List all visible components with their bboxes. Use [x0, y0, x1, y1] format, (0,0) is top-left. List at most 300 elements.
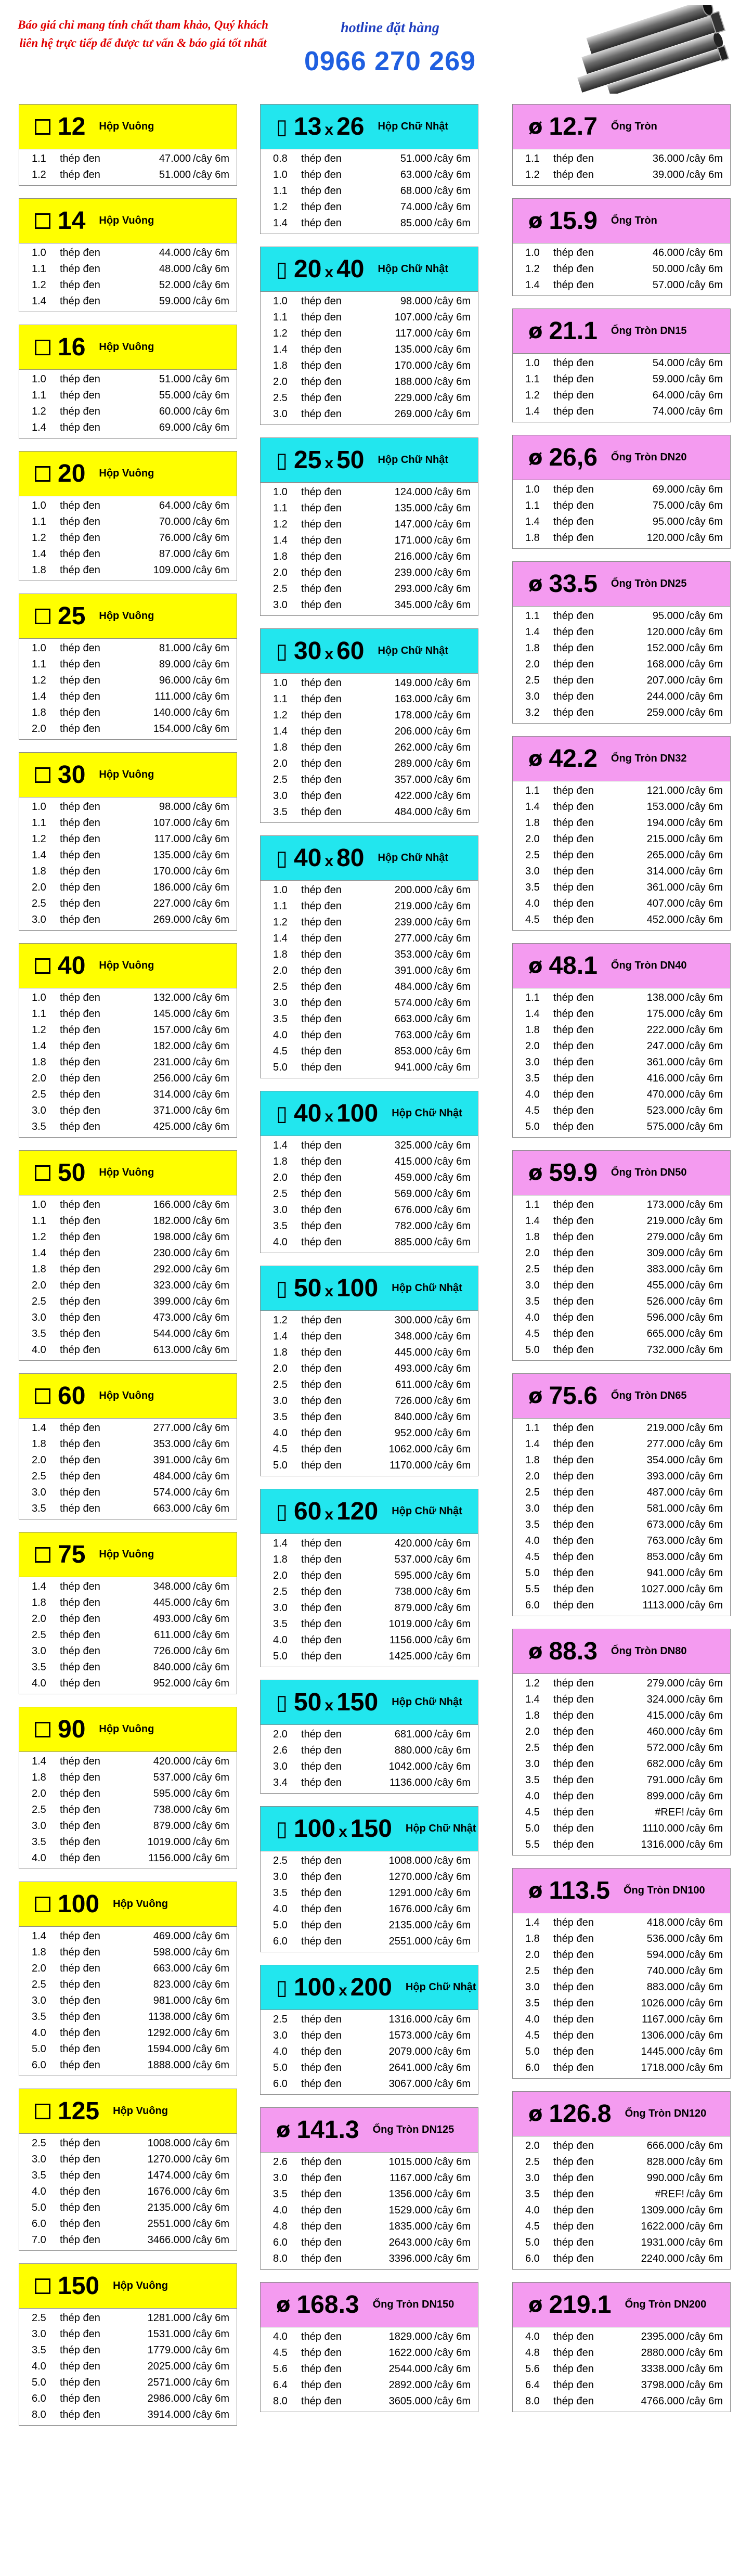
price: 309.000 — [646, 1247, 684, 1259]
square-icon — [35, 2278, 50, 2294]
price: 2892.000 — [388, 2379, 432, 2391]
price: 3067.000 — [388, 2078, 432, 2090]
price-row — [513, 245, 730, 261]
thickness: 3.5 — [32, 1661, 46, 1673]
price-block — [512, 308, 731, 422]
thickness: 1.1 — [273, 503, 288, 514]
unit: /cây 6m — [686, 626, 723, 638]
unit: /cây 6m — [686, 2156, 723, 2168]
price-row — [513, 2154, 730, 2170]
thickness: 4.0 — [273, 1634, 288, 1646]
diameter-icon: ø — [528, 746, 543, 771]
price-row — [261, 1917, 478, 1934]
thickness: 4.0 — [525, 1089, 540, 1100]
thickness: 8.0 — [32, 2409, 46, 2420]
price: #REF! — [655, 1807, 684, 1818]
thickness: 1.0 — [32, 992, 46, 1003]
unit: /cây 6m — [193, 2409, 230, 2420]
material: thép đen — [60, 833, 100, 845]
thickness: 3.0 — [32, 1105, 46, 1116]
material: thép đen — [301, 1188, 342, 1200]
material: thép đen — [60, 564, 100, 576]
thickness: 2.0 — [273, 758, 288, 769]
unit: /cây 6m — [193, 1247, 230, 1259]
block-size — [294, 844, 364, 872]
unit: /cây 6m — [193, 1581, 230, 1592]
unit: /cây 6m — [686, 2379, 723, 2391]
unit: /cây 6m — [434, 1460, 471, 1471]
price: 163.000 — [394, 693, 432, 705]
material: thép đen — [60, 723, 100, 735]
unit: /cây 6m — [434, 583, 471, 595]
price-block — [512, 1868, 731, 2079]
material: thép đen — [301, 1777, 342, 1788]
price-row — [261, 915, 478, 931]
unit: /cây 6m — [686, 675, 723, 686]
unit: /cây 6m — [193, 1296, 230, 1307]
block-header — [513, 309, 730, 354]
material: thép đen — [553, 1998, 594, 2009]
block-type: Hộp Chữ Nhật — [405, 1823, 476, 1834]
price-row — [19, 2168, 237, 2184]
price: 732.000 — [646, 1344, 684, 1356]
price-row — [19, 498, 237, 514]
thickness: 1.1 — [525, 153, 540, 164]
thickness: 2.5 — [525, 1965, 540, 1977]
material: thép đen — [553, 1823, 594, 1834]
unit: /cây 6m — [434, 169, 471, 181]
thickness: 2.5 — [273, 1188, 288, 1200]
unit: /cây 6m — [686, 1551, 723, 1563]
thickness: 1.8 — [525, 532, 540, 544]
price-row — [19, 2326, 237, 2342]
material: thép đen — [60, 849, 100, 861]
unit: /cây 6m — [434, 153, 471, 164]
material: thép đen — [553, 1040, 594, 1052]
size-separator: x — [324, 853, 334, 870]
price-row — [19, 1420, 237, 1436]
unit: /cây 6m — [434, 1586, 471, 1598]
price: 168.000 — [646, 659, 684, 670]
size-separator: x — [324, 646, 334, 663]
price: 526.000 — [646, 1296, 684, 1307]
price-row — [261, 2203, 478, 2219]
size-b: 150 — [336, 1689, 379, 1716]
unit: /cây 6m — [686, 833, 723, 845]
price: 173.000 — [646, 1199, 684, 1210]
unit: /cây 6m — [193, 1008, 230, 1020]
material: thép đen — [60, 1296, 100, 1307]
unit: /cây 6m — [434, 790, 471, 802]
unit: /cây 6m — [193, 1772, 230, 1783]
material: thép đen — [301, 295, 342, 307]
price: 68.000 — [400, 185, 432, 197]
unit: /cây 6m — [686, 1965, 723, 1977]
size-a: 13 — [294, 113, 322, 140]
block-header — [19, 452, 237, 496]
price: 200.000 — [394, 884, 432, 896]
material: thép đen — [60, 247, 100, 259]
thickness: 2.5 — [273, 392, 288, 404]
price-row — [19, 1294, 237, 1310]
price: 47.000 — [159, 153, 191, 164]
block-type: Ống Tròn DN40 — [611, 960, 687, 971]
thickness: 1.2 — [32, 169, 46, 181]
price: 763.000 — [394, 1029, 432, 1041]
price: 60.000 — [159, 406, 191, 417]
thickness: 4.0 — [32, 1344, 46, 1356]
price: 1425.000 — [388, 1651, 432, 1662]
price-row — [261, 183, 478, 199]
rectangle-icon: ▯ — [276, 846, 288, 870]
material: thép đen — [301, 949, 342, 960]
price: 484.000 — [394, 806, 432, 818]
material: thép đen — [60, 707, 100, 718]
material: thép đen — [553, 2363, 594, 2375]
price-row — [261, 1060, 478, 1076]
rectangle-icon: ▯ — [276, 448, 288, 472]
price-block — [260, 437, 478, 616]
price-row — [19, 1850, 237, 1866]
thickness: 7.0 — [32, 2234, 46, 2246]
thickness: 3.0 — [273, 599, 288, 611]
thickness: 3.5 — [525, 1296, 540, 1307]
price: 879.000 — [394, 1602, 432, 1614]
thickness: 2.5 — [525, 2156, 540, 2168]
unit: /cây 6m — [193, 1995, 230, 2006]
thickness: 1.1 — [525, 992, 540, 1003]
price: 3466.000 — [147, 2234, 191, 2246]
unit: /cây 6m — [434, 1029, 471, 1041]
unit: /cây 6m — [193, 2328, 230, 2340]
unit: /cây 6m — [193, 500, 230, 511]
block-type: Hộp Vuông — [99, 1549, 154, 1560]
material: thép đen — [301, 2030, 342, 2041]
thickness: 1.0 — [525, 247, 540, 259]
price-rows — [19, 1195, 237, 1360]
material: thép đen — [60, 1422, 100, 1434]
unit: /cây 6m — [434, 1204, 471, 1216]
price: 3798.000 — [641, 2379, 684, 2391]
price-row — [513, 2361, 730, 2377]
thickness: 1.8 — [273, 1347, 288, 1358]
price-row — [261, 1312, 478, 1329]
block-type: Hộp Chữ Nhật — [378, 454, 449, 466]
price-row — [261, 1138, 478, 1154]
size-b: 120 — [336, 1498, 379, 1525]
thickness: 1.4 — [32, 691, 46, 702]
material: thép đen — [553, 2253, 594, 2264]
material: thép đen — [553, 1280, 594, 1291]
thickness: 4.0 — [273, 2205, 288, 2216]
unit: /cây 6m — [686, 484, 723, 495]
unit: /cây 6m — [434, 1538, 471, 1549]
material: thép đen — [60, 1487, 100, 1498]
price: 239.000 — [394, 567, 432, 578]
price: 262.000 — [394, 742, 432, 753]
price: 879.000 — [153, 1820, 191, 1832]
price: 74.000 — [652, 406, 684, 417]
price-rows — [19, 988, 237, 1137]
unit: /cây 6m — [193, 1454, 230, 1466]
material: thép đen — [553, 1965, 594, 1977]
price-row — [513, 2044, 730, 2060]
price-block — [260, 1489, 478, 1667]
material: thép đen — [553, 2014, 594, 2025]
price-row — [19, 1436, 237, 1452]
price: 853.000 — [646, 1551, 684, 1563]
unit: /cây 6m — [193, 2170, 230, 2181]
material: thép đen — [301, 1745, 342, 1756]
price: 1316.000 — [641, 1839, 684, 1850]
unit: /cây 6m — [686, 1758, 723, 1770]
price-row — [19, 689, 237, 705]
price-row — [261, 167, 478, 183]
price-row — [19, 2184, 237, 2200]
thickness: 4.8 — [273, 2221, 288, 2232]
diameter-icon: ø — [528, 209, 543, 233]
material: thép đen — [60, 1852, 100, 1864]
price-row — [261, 2076, 478, 2092]
thickness: 2.0 — [525, 1726, 540, 1737]
price-row — [19, 1595, 237, 1611]
thickness: 4.5 — [525, 1807, 540, 1818]
price-row — [513, 1533, 730, 1549]
material: thép đen — [301, 1237, 342, 1248]
material: thép đen — [60, 1247, 100, 1259]
material: thép đen — [553, 406, 594, 417]
unit: /cây 6m — [193, 532, 230, 544]
thickness: 1.8 — [273, 1156, 288, 1167]
block-header — [513, 944, 730, 988]
material: thép đen — [60, 992, 100, 1003]
unit: /cây 6m — [193, 1788, 230, 1799]
price: 3914.000 — [147, 2409, 191, 2420]
block-header — [261, 1680, 478, 1725]
unit: /cây 6m — [434, 900, 471, 912]
price-block — [19, 1532, 237, 1694]
thickness: 1.0 — [32, 642, 46, 654]
block-size: 33.5 — [549, 570, 598, 598]
price-block — [19, 1882, 237, 2076]
price-row — [19, 2025, 237, 2041]
material: thép đen — [60, 1328, 100, 1339]
thickness: 5.0 — [32, 2377, 46, 2388]
price-row — [19, 847, 237, 864]
price-rows — [261, 1311, 478, 1476]
unit: /cây 6m — [193, 1344, 230, 1356]
size-separator: x — [324, 264, 334, 281]
price: 952.000 — [394, 1427, 432, 1439]
price: 314.000 — [646, 866, 684, 877]
price-row — [513, 1947, 730, 1963]
material: thép đen — [301, 900, 342, 912]
thickness: 1.8 — [273, 742, 288, 753]
price: 157.000 — [153, 1024, 191, 1036]
price-rows — [19, 1419, 237, 1519]
material: thép đen — [553, 1057, 594, 1068]
unit: /cây 6m — [193, 1471, 230, 1482]
price-row — [261, 215, 478, 231]
unit: /cây 6m — [686, 1774, 723, 1786]
price: 537.000 — [153, 1772, 191, 1783]
block-size: 113.5 — [549, 1877, 610, 1904]
unit: /cây 6m — [434, 1570, 471, 1581]
thickness: 3.5 — [32, 1503, 46, 1514]
price-row — [513, 482, 730, 498]
thickness: 4.5 — [525, 2221, 540, 2232]
price: 1829.000 — [388, 2331, 432, 2342]
rectangle-icon: ▯ — [276, 639, 288, 663]
thickness: 5.0 — [32, 2043, 46, 2055]
price-row — [261, 1377, 478, 1393]
thickness: 2.5 — [32, 1089, 46, 1100]
unit: /cây 6m — [686, 1438, 723, 1450]
material: thép đen — [60, 373, 100, 385]
material: thép đen — [301, 1871, 342, 1883]
price-row — [513, 1931, 730, 1947]
diameter-icon: ø — [528, 445, 543, 470]
price: 64.000 — [159, 500, 191, 511]
thickness: 5.0 — [525, 1121, 540, 1132]
price: 120.000 — [646, 532, 684, 544]
block-type: Ống Tròn DN125 — [372, 2124, 455, 2135]
price: 289.000 — [394, 758, 432, 769]
thickness: 3.0 — [273, 1871, 288, 1883]
price-row — [513, 880, 730, 896]
price: 544.000 — [153, 1328, 191, 1339]
price-row — [513, 847, 730, 864]
price: 415.000 — [646, 1710, 684, 1721]
block-type: Hộp Vuông — [99, 1723, 154, 1735]
unit: /cây 6m — [193, 295, 230, 307]
material: thép đen — [301, 201, 342, 213]
unit: /cây 6m — [434, 1237, 471, 1248]
unit: /cây 6m — [686, 817, 723, 829]
price: 1270.000 — [388, 1871, 432, 1883]
price: 598.000 — [153, 1947, 191, 1958]
price-row — [513, 1772, 730, 1788]
material: thép đen — [553, 1742, 594, 1754]
price-row — [513, 1071, 730, 1087]
material: thép đen — [60, 1979, 100, 1990]
price-row — [261, 581, 478, 597]
price: 1026.000 — [641, 1998, 684, 2009]
material: thép đen — [60, 1438, 100, 1450]
material: thép đen — [60, 2312, 100, 2324]
price-row — [513, 1805, 730, 1821]
unit: /cây 6m — [686, 390, 723, 401]
price-row — [261, 342, 478, 358]
unit: /cây 6m — [686, 1839, 723, 1850]
price: 89.000 — [159, 659, 191, 670]
material: thép đen — [553, 484, 594, 495]
price: 2544.000 — [388, 2363, 432, 2375]
thickness: 3.0 — [525, 1758, 540, 1770]
unit: /cây 6m — [193, 1678, 230, 1689]
material: thép đen — [301, 1855, 342, 1866]
unit: /cây 6m — [686, 1949, 723, 1961]
price-row — [19, 1579, 237, 1595]
price-row — [261, 1632, 478, 1648]
price-row — [261, 772, 478, 788]
thickness: 1.1 — [32, 659, 46, 670]
block-header — [513, 1629, 730, 1674]
block-size: 125 — [58, 2097, 100, 2125]
block-size: 100 — [58, 1890, 100, 1918]
material: thép đen — [553, 1839, 594, 1850]
price: 152.000 — [646, 642, 684, 654]
unit: /cây 6m — [434, 551, 471, 562]
unit: /cây 6m — [193, 1089, 230, 1100]
block-header — [19, 1532, 237, 1577]
price: 885.000 — [394, 1237, 432, 1248]
square-icon — [35, 958, 50, 974]
thickness: 1.0 — [273, 677, 288, 689]
unit: /cây 6m — [686, 2030, 723, 2041]
price-row — [19, 1834, 237, 1850]
material: thép đen — [553, 659, 594, 670]
thickness: 1.2 — [32, 675, 46, 686]
material: thép đen — [301, 2078, 342, 2090]
material: thép đen — [60, 2027, 100, 2039]
material: thép đen — [301, 917, 342, 928]
price-row — [513, 1995, 730, 2012]
price-row — [261, 1727, 478, 1743]
price-rows — [261, 1725, 478, 1793]
material: thép đen — [301, 1538, 342, 1549]
price: 117.000 — [395, 328, 432, 339]
price-block — [512, 561, 731, 724]
price-row — [261, 2060, 478, 2076]
unit: /cây 6m — [434, 2062, 471, 2073]
thickness: 1.1 — [32, 1008, 46, 1020]
price: 98.000 — [159, 801, 191, 813]
price-block — [19, 1707, 237, 1869]
material: thép đen — [301, 2379, 342, 2391]
thickness: 1.4 — [32, 1247, 46, 1259]
price: 247.000 — [646, 1040, 684, 1052]
thickness: 1.8 — [525, 642, 540, 654]
thickness: 1.1 — [32, 516, 46, 527]
unit: /cây 6m — [193, 801, 230, 813]
material: thép đen — [553, 169, 594, 181]
diameter-icon: ø — [528, 1161, 543, 1185]
block-type: Hộp Vuông — [99, 610, 154, 622]
unit: /cây 6m — [686, 1583, 723, 1595]
price: 1309.000 — [641, 2205, 684, 2216]
size-b: 80 — [336, 844, 365, 872]
thickness: 6.0 — [32, 2059, 46, 2071]
unit: /cây 6m — [686, 1710, 723, 1721]
thickness: 4.0 — [273, 2331, 288, 2342]
price-row — [513, 1692, 730, 1708]
thickness: 1.4 — [525, 801, 540, 813]
price: 393.000 — [646, 1471, 684, 1482]
hotline-number[interactable]: 0966 270 269 — [304, 46, 476, 76]
thickness: 3.5 — [32, 2011, 46, 2023]
price: 726.000 — [394, 1395, 432, 1407]
material: thép đen — [60, 1995, 100, 2006]
thickness: 2.0 — [525, 1247, 540, 1259]
price-block — [260, 1965, 478, 2095]
price: 85.000 — [400, 217, 432, 229]
price: 418.000 — [646, 1917, 684, 1928]
block-type: Hộp Chữ Nhật — [378, 645, 449, 656]
thickness: 2.5 — [273, 583, 288, 595]
unit: /cây 6m — [434, 2046, 471, 2057]
price-row — [513, 2377, 730, 2393]
